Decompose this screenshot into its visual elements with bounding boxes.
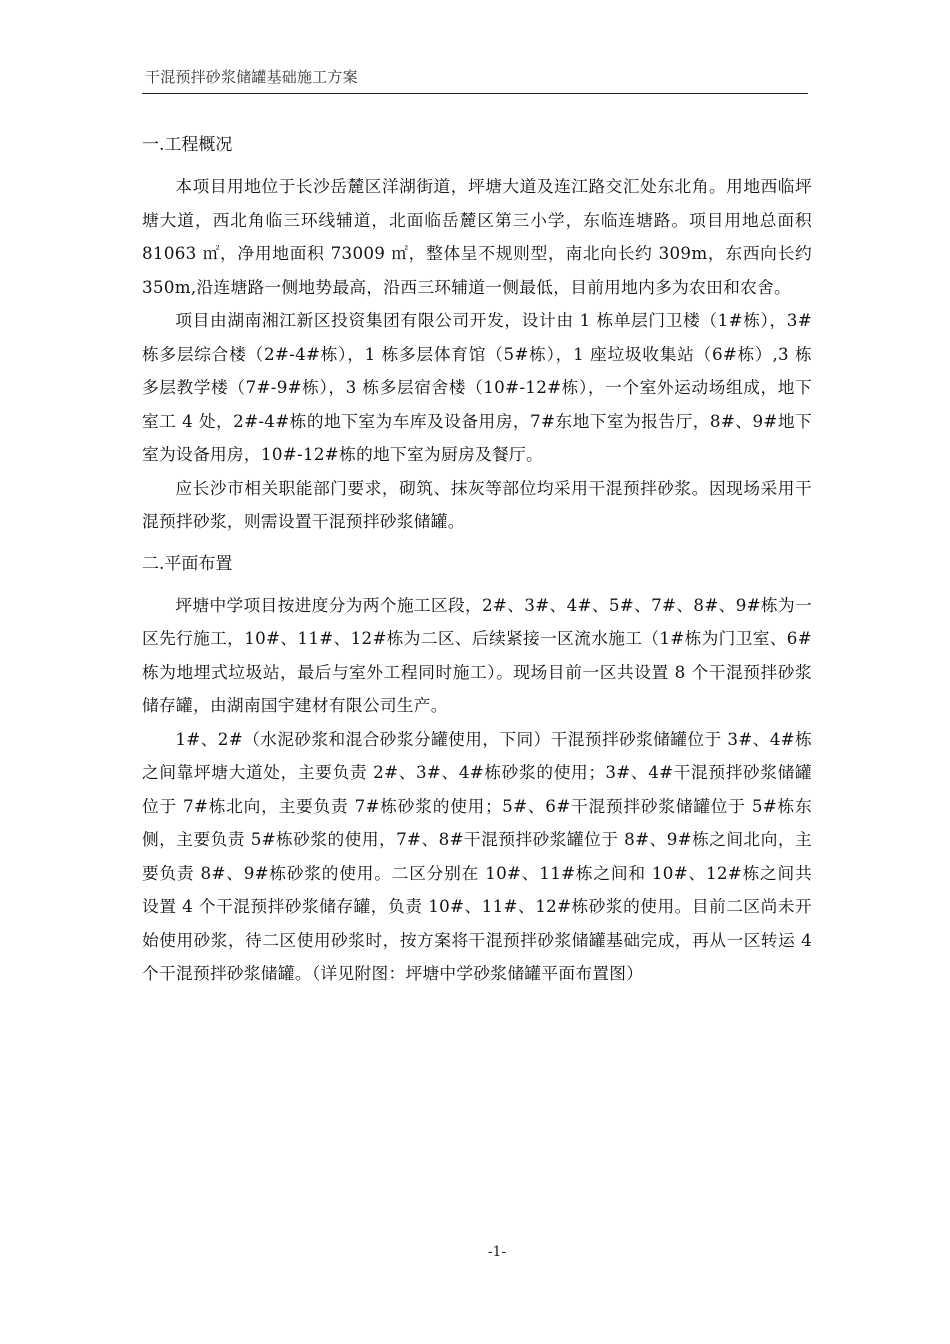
section-heading-overview: 一.工程概况	[142, 135, 233, 155]
page-number: -1-	[487, 1244, 507, 1260]
paragraph: 1#、2#（水泥砂浆和混合砂浆分罐使用，下同）干混预拌砂浆储罐位于 3#、4#栋之间靠坪塘大道处，主要负责 2#、3#、4#栋砂浆的使用；3#、4#干混预拌砂浆储罐位于 7#栋北向，主要负责 7#栋砂浆的使用；5#、6#干混预拌砂浆储罐位于 5#栋东侧，主要负责 5#栋砂浆的使用，7#、8#干混预拌砂浆罐位于 8#、9#栋之间北向，主要负责 8#、9#栋砂浆的使用。二区分别在 10#、11#栋之间和 10#、12#栋之间共设置 4 个干混预拌砂浆储存罐，负责 10#、11#、12#栋砂浆的使用。目前二区尚未开始使用砂浆，待二区使用砂浆时，按方案将干混预拌砂浆储罐基础完成，再从一区转运 4 个干混预拌砂浆储罐。（详见附图：坪塘中学砂浆储罐平面布置图）	[142, 728, 812, 983]
paragraph: 坪塘中学项目按进度分为两个施工区段，2#、3#、4#、5#、7#、8#、9#栋为一区先行施工，10#、11#、12#栋为二区、后续紧接一区流水施工（1#栋为门卫室、6#栋为地埋式垃圾站，最后与室外工程同时施工）。现场目前一区共设置 8 个干混预拌砂浆储存罐，由湖南国宇建材有限公司生产。	[142, 594, 812, 715]
header-title: 干混预拌砂浆储罐基础施工方案	[145, 68, 358, 86]
page-footer	[0, 1243, 950, 1261]
paragraph: 本项目用地位于长沙岳麓区洋湖街道，坪塘大道及连江路交汇处东北角。用地西临坪塘大道，西北角临三环线辅道，北面临岳麓区第三小学，东临连塘路。项目用地总面积 81063 ㎡，净用地面积 73009 ㎡，整体呈不规则型，南北向长约 309m，东西向长约 350m,沿连塘路一侧地势最高，沿西三环辅道一侧最低，目前用地内多为农田和农舍。	[142, 176, 812, 297]
page-header	[142, 64, 808, 94]
section-heading-layout: 二.平面布置	[142, 553, 233, 574]
document-body	[142, 128, 812, 991]
paragraph: 项目由湖南湘江新区投资集团有限公司开发，设计由 1 栋单层门卫楼（1#栋），3#栋多层综合楼（2#-4#栋），1 栋多层体育馆（5#栋），1 座垃圾收集站（6#栋）,3 栋多层教学楼（7#-9#栋），3 栋多层宿舍楼（10#-12#栋），一个室外运动场组成，地下室工 4 处，2#-4#栋的地下室为车库及设备用房，7#东地下室为报告厅，8#、9#地下室为设备用房，10#-12#栋的地下室为厨房及餐厅。	[142, 310, 812, 464]
paragraph: 应长沙市相关职能部门要求，砌筑、抹灰等部位均采用干混预拌砂浆。因现场采用干混预拌砂浆，则需设置干混预拌砂浆储罐。	[142, 477, 812, 531]
